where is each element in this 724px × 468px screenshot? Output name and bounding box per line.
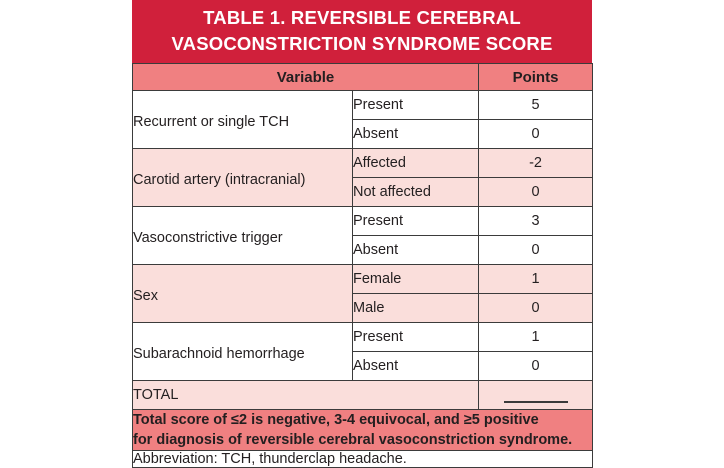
level-cell: Not affected [353, 178, 479, 207]
points-cell: 0 [479, 352, 593, 381]
table-figure [132, 0, 592, 468]
variable-cell: Sex [133, 265, 353, 323]
summary-note [133, 410, 593, 451]
rcvs-score-table [132, 63, 593, 468]
variable-cell: Subarachnoid hemorrhage [133, 323, 353, 381]
table-row [133, 265, 593, 294]
summary-row [133, 410, 593, 451]
level-cell: Present [353, 323, 479, 352]
column-header-points: Points [479, 64, 593, 91]
summary-line-1: Total score of ≤2 is negative, 3-4 equivocal, and ≥5 positive [133, 412, 539, 428]
table-row [133, 323, 593, 352]
level-cell: Present [353, 207, 479, 236]
abbreviation-note: Abbreviation: TCH, thunderclap headache. [133, 451, 593, 468]
level-cell: Absent [353, 236, 479, 265]
variable-cell: Vasoconstrictive trigger [133, 207, 353, 265]
table-body [133, 91, 593, 468]
variable-cell: Recurrent or single TCH [133, 91, 353, 149]
total-blank-line [504, 388, 568, 403]
points-cell: 0 [479, 294, 593, 323]
points-cell: -2 [479, 149, 593, 178]
points-cell: 5 [479, 91, 593, 120]
table-row [133, 91, 593, 120]
points-cell: 0 [479, 178, 593, 207]
table-row [133, 207, 593, 236]
points-cell: 0 [479, 236, 593, 265]
summary-line-2: for diagnosis of reversible cerebral vasoconstriction syndrome. [133, 432, 573, 448]
table-title-line-1: TABLE 1. REVERSIBLE CEREBRAL [203, 7, 521, 28]
total-label: TOTAL [133, 381, 479, 410]
variable-cell: Carotid artery (intracranial) [133, 149, 353, 207]
table-head [133, 64, 593, 91]
table-title-line-2: VASOCONSTRICTION SYNDROME SCORE [171, 33, 553, 54]
points-cell: 1 [479, 323, 593, 352]
points-cell: 3 [479, 207, 593, 236]
level-cell: Female [353, 265, 479, 294]
points-cell: 0 [479, 120, 593, 149]
total-points-field[interactable] [479, 381, 593, 410]
table-row [133, 149, 593, 178]
total-row [133, 381, 593, 410]
table-title [132, 0, 592, 63]
table-header-row [133, 64, 593, 91]
points-cell: 1 [479, 265, 593, 294]
level-cell: Absent [353, 352, 479, 381]
level-cell: Affected [353, 149, 479, 178]
abbreviation-row [133, 451, 593, 468]
level-cell: Male [353, 294, 479, 323]
level-cell: Present [353, 91, 479, 120]
column-header-variable: Variable [133, 64, 479, 91]
level-cell: Absent [353, 120, 479, 149]
